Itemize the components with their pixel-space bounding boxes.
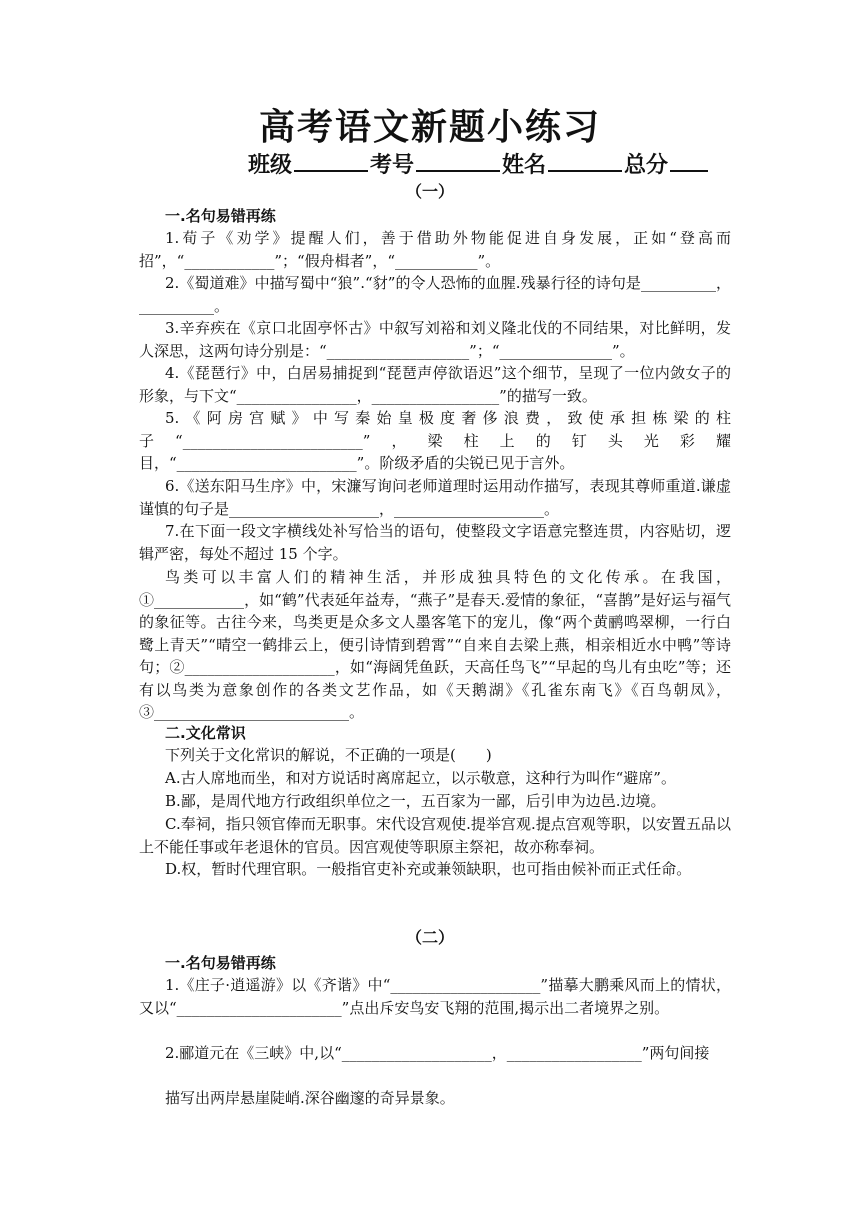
question-6: 6.《送东阳马生序》中，宋濂写询问老师道理时运用动作描写，表现其尊师重道.谦虚谨慎的句子是____________________，____________________。 [139,477,731,518]
question-7-passage: 鸟类可以丰富人们的精神生活，并形成独具特色的文化传承。在我国，①____________，如“鹤”代表延年益寿，“燕子”是春天.爱情的象征，“喜鹊”是好运与福气的象征等。古往今来，鸟类更是众多文人墨客笔下的宠儿，像“两个黄鹂鸣翠柳，一行白鹭上青天”“晴空一鹤排云上，便引诗情到碧霄”“自来自去梁上燕，相亲相近水中鸭”等诗句；②____________________，如“海阔凭鱼跃，天高任鸟飞”“早起的鸟儿有虫吃”等；还有以鸟类为意象创作的各类文艺作品，如《天鹅湖》《孔雀东南飞》《百鸟朝凤》，③__________________________。 [139,568,731,721]
student-info-line [248,148,710,182]
part-one-label: （一） [405,182,454,201]
option-d: D.权，暂时代理官职。一般指官吏补充或兼领缺职，也可指由候补而正式任命。 [165,860,692,878]
number-blank[interactable] [416,148,500,172]
part2-question-2-continued: 描写出两岸悬崖陡峭.深谷幽邃的奇异景象。 [165,1089,455,1107]
section-famous-lines-heading-2: 一.名句易错再练 [165,954,276,972]
class-label: 班级 [248,153,293,178]
question-5: 5.《阿房宫赋》中写秦始皇极度奢侈浪费，致使承担栋梁的柱子“________________________”，梁柱上的钉头光彩耀目，“________________________”。阶级矛盾的尖锐已见于言外。 [139,409,731,472]
class-blank[interactable] [294,148,368,172]
page-title: 高考语文新题小练习 [258,107,601,148]
question-7: 7.在下面一段文字横线处补写恰当的语句，使整段文字语意完整连贯，内容贴切，逻辑严密，每处不超过 15 个字。 [139,522,731,563]
section-culture-heading: 二.文化常识 [165,724,246,742]
question-4: 4.《琵琶行》中，白居易捕捉到“琵琶声停欲语迟”这个细节，呈现了一位内敛女子的形象，与下文“________________，_________________”的描写一致。 [139,364,731,405]
option-a: A.古人席地而坐，和对方说话时离席起立，以示敬意，这种行为叫作“避席”。 [165,769,676,787]
score-blank[interactable] [670,148,708,172]
question-1: 1.荀子《劝学》提醒人们，善于借助外物能促进自身发展，正如“登高而招”，“____________”；“假舟楫者”，“___________”。 [139,229,731,270]
question-2: 2.《蜀道难》中描写蜀中“狼”.“豺”的令人恐怖的血腥.残暴行径的诗句是__________，__________。 [139,274,731,315]
question-3: 3.辛弃疾在《京口北固亭怀古》中叙写刘裕和刘义隆北伐的不同结果，对比鲜明，发人深思，这两句诗分别是：“___________________”；“_______________”。 [139,319,731,360]
part-two-label: （二） [405,928,454,947]
option-b: B.鄙，是周代地方行政组织单位之一，五百家为一鄙，后引申为边邑.边境。 [165,792,666,810]
score-label: 总分 [624,153,669,178]
option-c: C.奉祠，指只领官俸而无职事。宋代设宫观使.提举宫观.提点宫观等职，以安置五品以上不能任事或年老退休的官员。因宫观使等职原主祭祀，故亦称奉祠。 [139,815,731,856]
name-blank[interactable] [548,148,622,172]
name-label: 姓名 [502,153,547,178]
part2-question-1: 1.《庄子·逍遥游》以《齐谐》中“____________________”描摹大鹏乘风而上的情状，又以“______________________”点出斥安鸟安飞翔的范围,揭示出二者境界之别。 [139,976,731,1017]
culture-question: 下列关于文化常识的解说，不正确的一项是( ) [165,746,492,764]
number-label: 考号 [370,153,415,178]
section-famous-lines-heading: 一.名句易错再练 [165,207,276,225]
part2-question-2: 2.郦道元在《三峡》中,以“____________________，__________________”两句间接 [165,1044,710,1062]
